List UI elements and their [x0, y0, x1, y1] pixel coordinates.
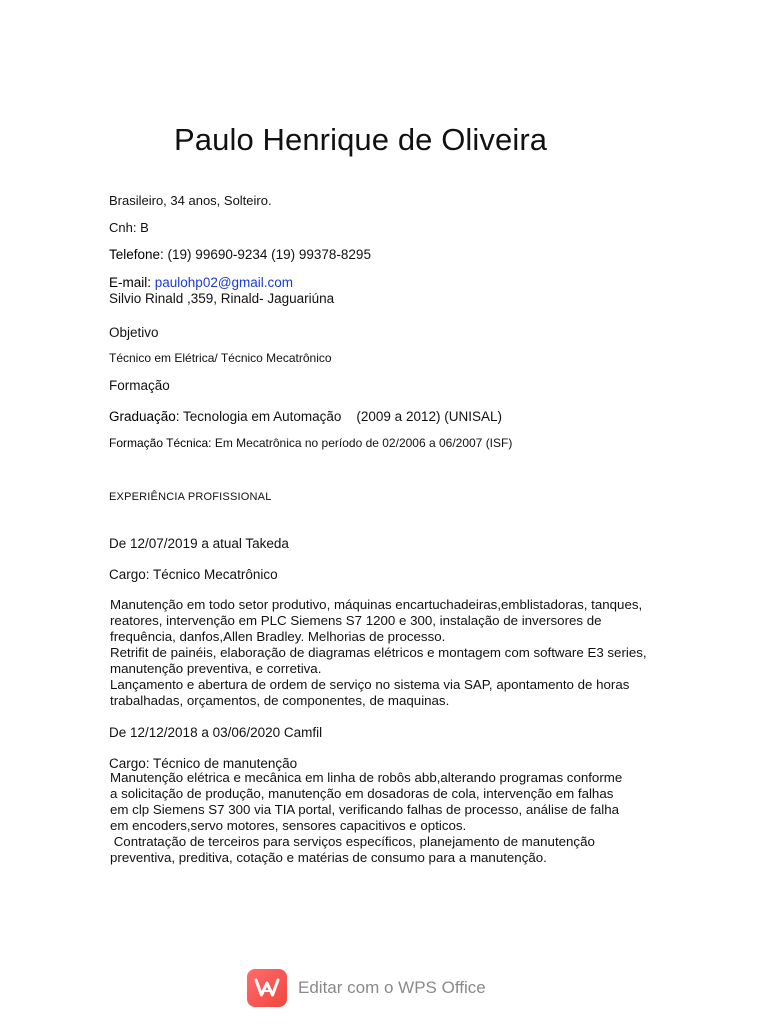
job-description-line: a solicitação de produção, manutenção em dosadoras de cola, intervenção em falhas — [110, 786, 614, 801]
job-description-line: reatores, intervenção em PLC Siemens S7 1200 e 300, instalação de inversores de — [110, 613, 602, 628]
email-label: E-mail: — [109, 275, 152, 290]
cnh-info: Cnh: B — [109, 220, 149, 235]
objective-heading: Objetivo — [109, 325, 159, 340]
technical-label: Formação Técnica: — [109, 436, 212, 450]
email-link[interactable]: paulohp02@gmail.com — [151, 275, 294, 290]
job-period: De 12/12/2018 a 03/06/2020 Camfil — [109, 725, 323, 740]
job-description-line: em encoders,servo motores, sensores capacitivos e opticos. — [110, 818, 467, 833]
job-period: De 12/07/2019 a atual Takeda — [109, 536, 289, 551]
phone-row — [109, 246, 371, 263]
phone-label: Telefone: — [109, 247, 164, 262]
job-role-value: Técnico Mecatrônico — [149, 567, 278, 582]
wps-edit-label[interactable]: Editar com o WPS Office — [298, 978, 486, 997]
job-description-line: Lançamento e abertura de ordem de serviço no sistema via SAP, apontamento de horas — [110, 677, 630, 692]
wps-edit-banner[interactable] — [247, 968, 486, 1008]
address: Silvio Rinald ,359, Rinald- Jaguariúna — [109, 291, 335, 306]
personal-info: Brasileiro, 34 anos, Solteiro. — [109, 193, 272, 208]
resume-name: Paulo Henrique de Oliveira — [174, 122, 548, 157]
job-role-row — [109, 566, 278, 583]
objective-text: Técnico em Elétrica/ Técnico Mecatrônico — [109, 351, 332, 365]
job-description — [110, 770, 670, 866]
job-description-line: trabalhadas, orçamentos, de componentes, de maquinas. — [110, 693, 450, 708]
job-role-value: Técnico de manutenção — [149, 756, 298, 771]
graduation-value: Tecnologia em Automação (2009 a 2012) (UNISAL) — [179, 409, 502, 424]
graduation-label: Graduação: — [109, 409, 180, 424]
job-description-line: Contratação de terceiros para serviços específicos, planejamento de manutenção — [110, 834, 595, 849]
experience-heading: EXPERIÊNCIA PROFISSIONAL — [109, 491, 272, 503]
wps-logo-icon — [247, 969, 287, 1007]
job-description-line: manutenção preventiva, e corretiva. — [110, 661, 322, 676]
job-description-line: Manutenção em todo setor produtivo, máquinas encartuchadeiras,emblistadoras, tanques, — [110, 597, 643, 612]
job-description-line: Retrifit de painéis, elaboração de diagramas elétricos e montagem com software E3 series, — [110, 645, 647, 660]
job-description-line: em clp Siemens S7 300 via TIA portal, verificando falhas de processo, análise de falha — [110, 802, 620, 817]
job-description-line: frequência, danfos,Allen Bradley. Melhorias de processo. — [110, 629, 446, 644]
technical-row — [109, 435, 512, 451]
graduation-row — [109, 408, 502, 425]
job-description-line: Manutenção elétrica e mecânica em linha de robôs abb,alterando programas conforme — [110, 770, 623, 785]
wps-w-glyph-icon — [254, 977, 280, 999]
job-description — [110, 597, 670, 709]
job-description-line: preventiva, preditiva, cotação e matérias de consumo para a manutenção. — [110, 850, 547, 865]
technical-value: Em Mecatrônica no período de 02/2006 a 06/2007 (ISF) — [211, 436, 513, 450]
phone-value: (19) 99690-9234 (19) 99378-8295 — [163, 247, 371, 262]
email-row — [109, 274, 293, 291]
education-heading: Formação — [109, 378, 170, 393]
job-role-label: Cargo: — [109, 567, 150, 582]
job-role-label: Cargo: — [109, 756, 150, 771]
